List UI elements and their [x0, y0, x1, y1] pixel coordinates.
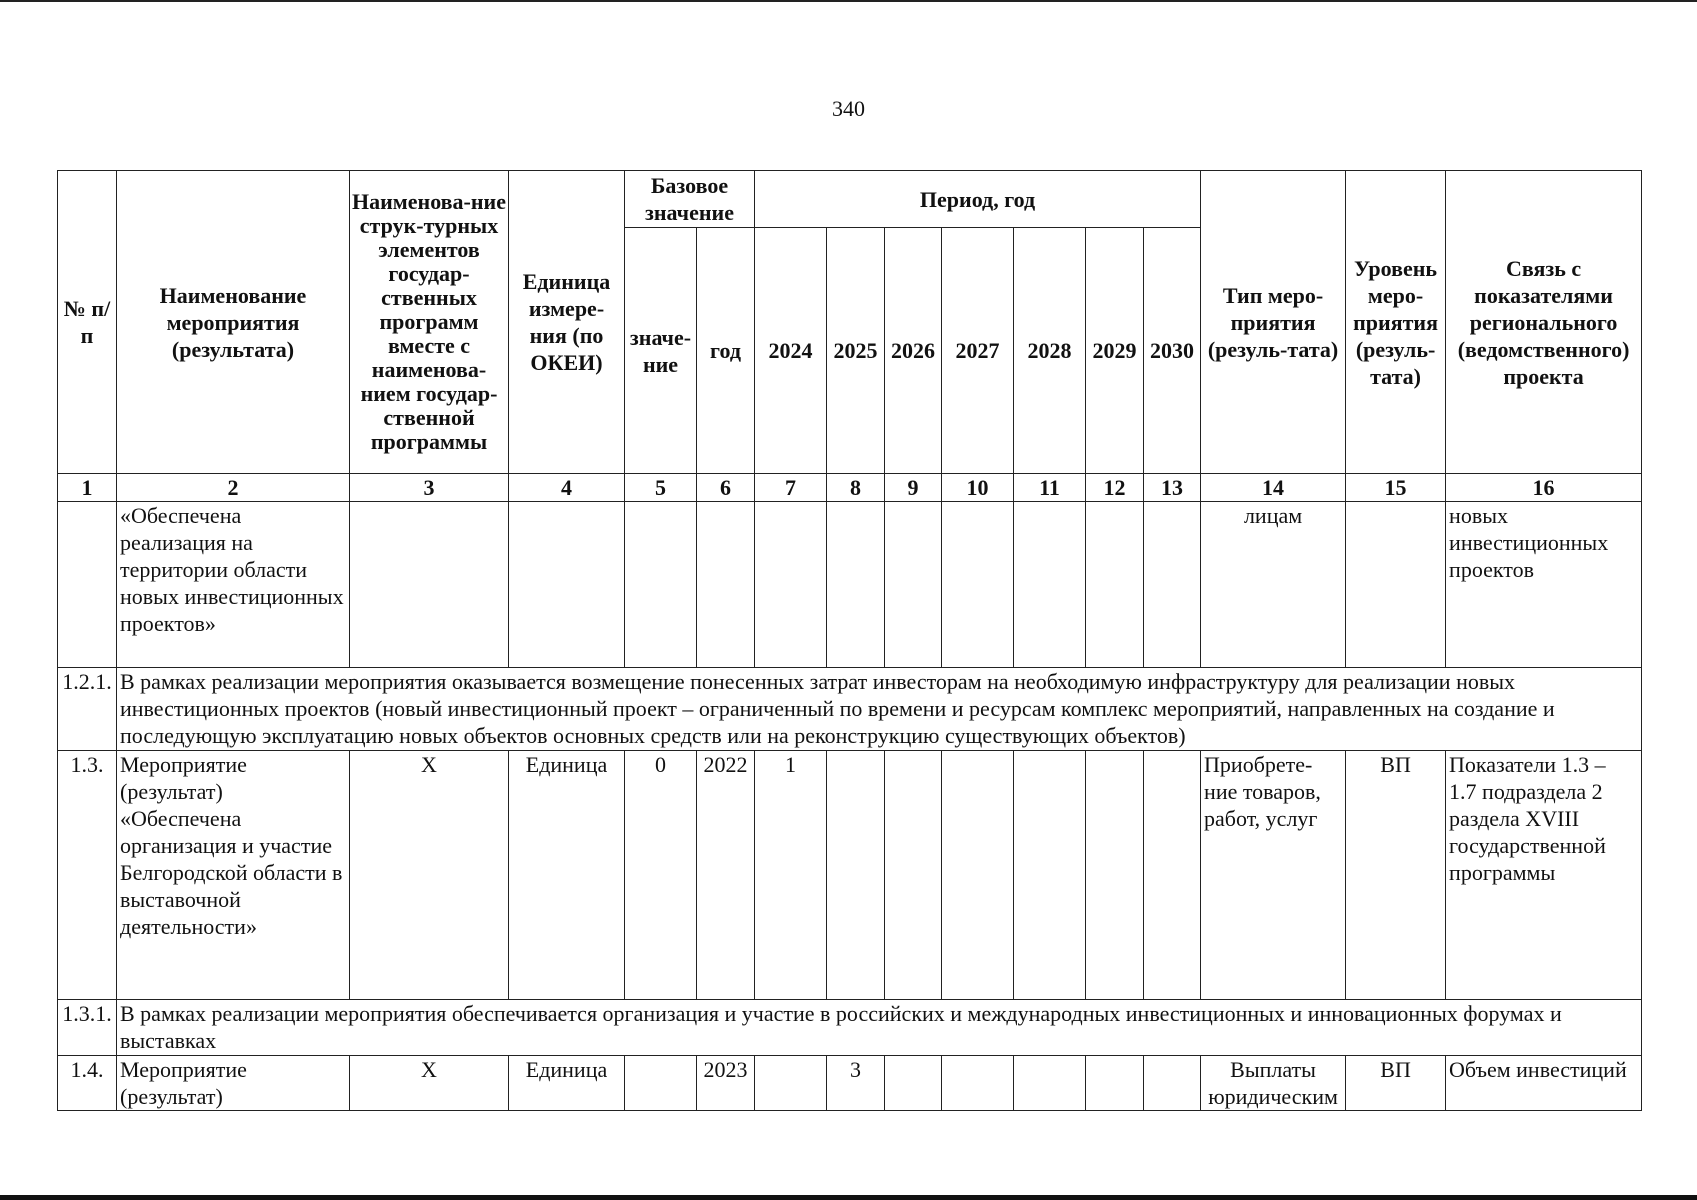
cell-structural — [350, 502, 509, 668]
column-number: 3 — [350, 474, 509, 502]
cell-link: Показатели 1.3 – 1.7 подраздела 2 раздела XVIII государственной программы — [1446, 751, 1642, 1000]
cell-type: Приобрете-ние товаров, работ, услуг — [1201, 751, 1346, 1000]
table-note-row — [58, 1000, 1642, 1056]
col-header-year: 2027 — [942, 228, 1014, 474]
col-header-base-year: год — [697, 228, 755, 474]
cell-num — [58, 502, 117, 668]
column-number: 6 — [697, 474, 755, 502]
measures-table — [57, 170, 1642, 1111]
cell-year-value — [885, 502, 942, 668]
cell-year-value — [885, 1056, 942, 1111]
cell-year-value — [942, 1056, 1014, 1111]
column-number: 5 — [625, 474, 697, 502]
column-number: 2 — [117, 474, 350, 502]
column-number: 9 — [885, 474, 942, 502]
cell-year-value — [1086, 1056, 1144, 1111]
column-number: 16 — [1446, 474, 1642, 502]
cell-year-value — [755, 1056, 827, 1111]
column-number: 7 — [755, 474, 827, 502]
cell-level: ВП — [1346, 1056, 1446, 1111]
column-number: 15 — [1346, 474, 1446, 502]
column-number: 10 — [942, 474, 1014, 502]
cell-structural: Х — [350, 751, 509, 1000]
col-header-year: 2026 — [885, 228, 942, 474]
column-number: 11 — [1014, 474, 1086, 502]
cell-type: лицам — [1201, 502, 1346, 668]
cell-base-year — [697, 502, 755, 668]
cell-year-value: 3 — [827, 1056, 885, 1111]
cell-base-value: 0 — [625, 751, 697, 1000]
column-number: 12 — [1086, 474, 1144, 502]
cell-name: Мероприятие (результат) «Обеспечена организация и участие Белгородской области в выставочной деятельности» — [117, 751, 350, 1000]
cell-year-value — [942, 751, 1014, 1000]
cell-level — [1346, 502, 1446, 668]
cell-year-value: 1 — [755, 751, 827, 1000]
cell-year-value — [1144, 1056, 1201, 1111]
cell-year-value — [1144, 502, 1201, 668]
col-header-year: 2025 — [827, 228, 885, 474]
cell-year-value — [1014, 1056, 1086, 1111]
cell-year-value — [1144, 751, 1201, 1000]
col-header-structural: Наименова-ние струк-турных элементов государ-ственных программ вместе с наименова-нием государ-ственной программы — [350, 171, 509, 474]
bottom-rule — [0, 1195, 1697, 1200]
cell-year-value — [1014, 751, 1086, 1000]
cell-unit: Единица — [509, 751, 625, 1000]
col-header-year: 2029 — [1086, 228, 1144, 474]
cell-year-value — [1086, 751, 1144, 1000]
cell-year-value — [1086, 502, 1144, 668]
cell-note-num: 1.2.1. — [58, 668, 117, 751]
cell-note-num: 1.3.1. — [58, 1000, 117, 1056]
col-header-type: Тип меро-приятия (резуль-тата) — [1201, 171, 1346, 474]
col-header-year: 2028 — [1014, 228, 1086, 474]
cell-note-text: В рамках реализации мероприятия обеспечивается организация и участие в российских и международных инвестиционных и инновационных форумах и выставках — [117, 1000, 1642, 1056]
cell-note-text: В рамках реализации мероприятия оказывается возмещение понесенных затрат инвесторам на необходимую инфраструктуру для реализации новых инвестиционных проектов (новый инвестиционный проект – ограниченный по времени и ресурсам комплекс мероприятий, направленных на создание и последующую эксплуатацию новых объектов основных средств или на реконструкцию существующих объектов) — [117, 668, 1642, 751]
column-number: 1 — [58, 474, 117, 502]
col-header-base: Базовое значение — [625, 171, 755, 228]
col-header-name: Наименование мероприятия (результата) — [117, 171, 350, 474]
cell-unit: Единица — [509, 1056, 625, 1111]
column-number: 8 — [827, 474, 885, 502]
page-number: 340 — [832, 96, 865, 121]
cell-year-value — [827, 502, 885, 668]
col-header-num: № п/п — [58, 171, 117, 474]
column-number: 14 — [1201, 474, 1346, 502]
cell-base-year: 2022 — [697, 751, 755, 1000]
column-number: 13 — [1144, 474, 1201, 502]
col-header-level: Уровень меро-приятия (резуль-тата) — [1346, 171, 1446, 474]
table-row — [58, 502, 1642, 668]
top-rule — [0, 0, 1697, 2]
table-row — [58, 751, 1642, 1000]
cell-name: Мероприятие (результат) — [117, 1056, 350, 1111]
cell-year-value — [827, 751, 885, 1000]
col-header-unit: Единица измере-ния (по ОКЕИ) — [509, 171, 625, 474]
table-note-row — [58, 668, 1642, 751]
col-header-base-value: значе-ние — [625, 228, 697, 474]
cell-year-value — [1014, 502, 1086, 668]
cell-structural: Х — [350, 1056, 509, 1111]
cell-type: Выплаты юридическим — [1201, 1056, 1346, 1111]
col-header-year: 2030 — [1144, 228, 1201, 474]
cell-unit — [509, 502, 625, 668]
cell-link: новых инвестиционных проектов — [1446, 502, 1642, 668]
cell-year-value — [885, 751, 942, 1000]
col-header-period: Период, год — [755, 171, 1201, 228]
header-row-top — [58, 171, 1642, 228]
table-row — [58, 1056, 1642, 1111]
cell-num: 1.4. — [58, 1056, 117, 1111]
cell-year-value — [942, 502, 1014, 668]
col-header-link: Связь с показателями регионального (ведомственного) проекта — [1446, 171, 1642, 474]
cell-base-value — [625, 502, 697, 668]
cell-year-value — [755, 502, 827, 668]
cell-base-year: 2023 — [697, 1056, 755, 1111]
column-number: 4 — [509, 474, 625, 502]
col-header-year: 2024 — [755, 228, 827, 474]
cell-name: «Обеспечена реализация на территории области новых инвестиционных проектов» — [117, 502, 350, 668]
cell-level: ВП — [1346, 751, 1446, 1000]
cell-link: Объем инвестиций — [1446, 1056, 1642, 1111]
cell-num: 1.3. — [58, 751, 117, 1000]
column-numbers-row — [58, 474, 1642, 502]
cell-base-value — [625, 1056, 697, 1111]
